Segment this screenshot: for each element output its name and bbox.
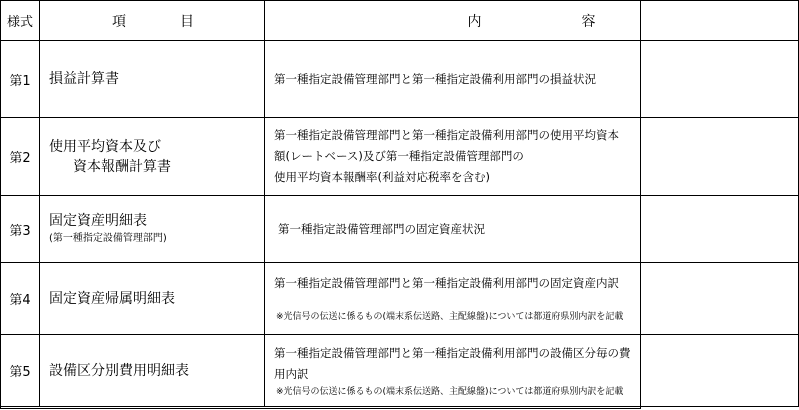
header-form: 様式 <box>1 1 40 41</box>
table-row <box>1 196 799 263</box>
row-content <box>265 263 799 335</box>
row-item <box>40 118 265 196</box>
row-note: ※光信号の伝送に係るもの(端末系伝送路、主配線盤)については都道府県別内訳を記載 <box>276 386 624 397</box>
row-item: 損益計算書 <box>40 41 265 118</box>
row-form: 第4 <box>1 263 40 335</box>
row-item-sub: (第一種指定設備管理部門) <box>49 233 167 244</box>
table-row <box>1 263 799 335</box>
row-item-line: 固定資産明細表 <box>49 213 147 229</box>
table-row <box>1 335 799 407</box>
row-content <box>265 335 799 407</box>
content-line: 用内訳 <box>274 366 309 381</box>
content-line: 額(レートベース)及び第一種指定設備管理部門の <box>274 149 524 163</box>
spacer <box>274 294 796 310</box>
row-form: 第3 <box>1 196 40 263</box>
content-line: 第一種指定設備管理部門と第一種指定設備利用部門の設備区分毎の費 <box>274 345 631 360</box>
table-row <box>1 41 799 118</box>
row-item: 固定資産帰属明細表 <box>40 263 265 335</box>
content-line: 第一種指定設備管理部門と第一種指定設備利用部門の固定資産内訳 <box>274 276 619 290</box>
row-form: 第5 <box>1 335 40 407</box>
row-item: 設備区分別費用明細表 <box>40 335 265 407</box>
row-item-line: 資本報酬計算書 <box>73 158 171 175</box>
table-row <box>1 118 799 196</box>
row-form: 第2 <box>1 118 40 196</box>
header-item: 項目 <box>40 1 265 41</box>
row-content: 第一種指定設備管理部門の固定資産状況 <box>265 196 799 263</box>
header-content: 内容 <box>265 1 799 41</box>
row-item-line: 使用平均資本及び <box>49 138 161 155</box>
content-line: 第一種指定設備管理部門と第一種指定設備利用部門の使用平均資本 <box>274 128 619 142</box>
content-line: 使用平均資本報酬率(利益対応税率を含む) <box>274 170 490 184</box>
row-content: 第一種指定設備管理部門と第一種指定設備利用部門の損益状況 <box>265 41 799 118</box>
row-content <box>265 118 799 196</box>
row-note: ※光信号の伝送に係るもの(端末系伝送路、主配線盤)については都道府県別内訳を記載 <box>276 312 624 322</box>
row-form: 第1 <box>1 41 40 118</box>
table-header-row <box>1 1 799 41</box>
row-item <box>40 196 265 263</box>
